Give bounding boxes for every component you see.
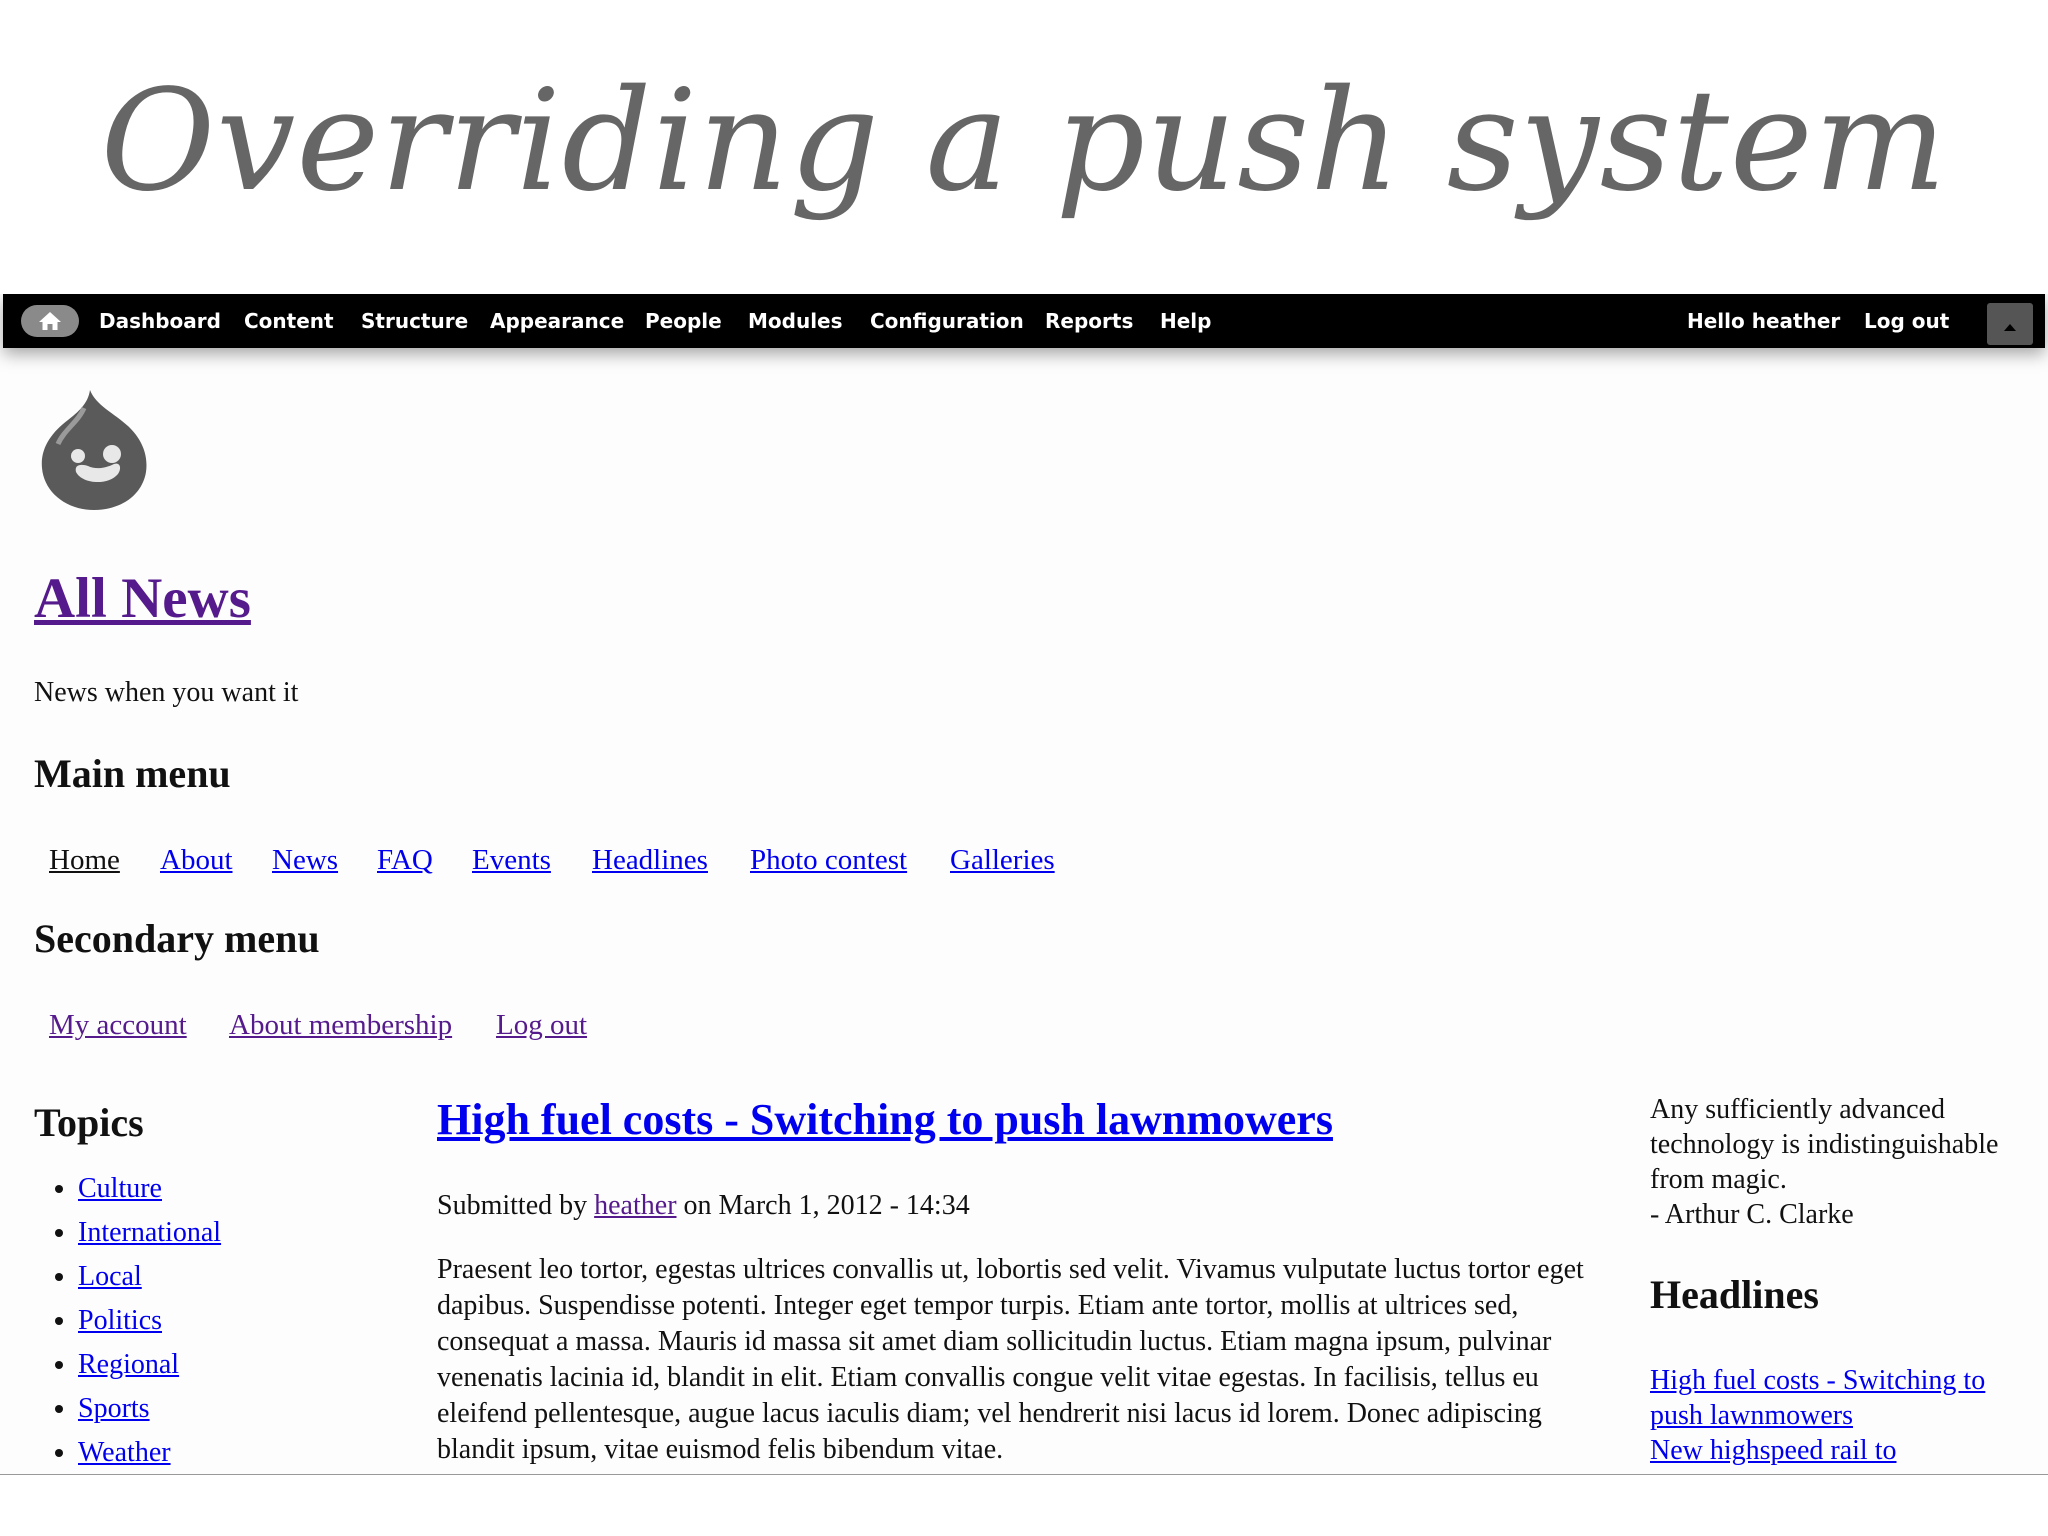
main-menu-galleries[interactable]: Galleries (950, 844, 1055, 876)
author-link[interactable]: heather (594, 1190, 677, 1221)
browser-screenshot (0, 294, 2048, 1475)
toolbar-toggle-icon (2004, 324, 2016, 331)
main-menu-home[interactable]: Home (49, 844, 120, 876)
topic-link-weather[interactable]: Weather (78, 1437, 171, 1468)
main-menu-headlines[interactable]: Headlines (592, 844, 708, 876)
toolbar-user-link[interactable]: heather (1751, 309, 1841, 333)
main-menu-news[interactable]: News (272, 844, 339, 876)
main-menu-faq[interactable]: FAQ (377, 844, 433, 876)
toolbar-reports[interactable]: Reports (1045, 309, 1134, 333)
list-item (78, 1211, 221, 1255)
topic-link-local[interactable]: Local (78, 1261, 142, 1292)
headline-link[interactable]: High fuel costs - Switching to push lawnmowers (1650, 1365, 1986, 1431)
secondary-menu-my-account[interactable]: My account (49, 1009, 187, 1041)
topic-link-regional[interactable]: Regional (78, 1349, 180, 1380)
toolbar-configuration[interactable]: Configuration (870, 309, 1024, 333)
toolbar-people[interactable]: People (645, 309, 722, 333)
list-item (78, 1431, 221, 1475)
submitted-prefix: Submitted by (437, 1190, 595, 1221)
drupal-logo[interactable] (38, 388, 150, 512)
secondary-menu-title: Secondary menu (34, 916, 320, 961)
list-item (78, 1255, 221, 1299)
list-item (78, 1387, 221, 1431)
main-menu-events[interactable]: Events (472, 844, 551, 876)
slide-title: Overriding a push system (100, 60, 1948, 223)
headlines-title: Headlines (1650, 1272, 1819, 1317)
sidebar-quote (1650, 1092, 2020, 1232)
site-slogan: News when you want it (34, 677, 299, 708)
quote-text: Any sufficiently advanced technology is indistinguishable from magic. (1650, 1094, 1999, 1195)
article-title-link[interactable]: High fuel costs - Switching to push lawnmowers (437, 1095, 1333, 1144)
toolbar-greeting (1687, 294, 1840, 348)
admin-toolbar (3, 294, 2045, 348)
topic-link-politics[interactable]: Politics (78, 1305, 163, 1336)
main-menu (0, 844, 2048, 884)
toolbar-appearance[interactable]: Appearance (490, 309, 625, 333)
topic-link-international[interactable]: International (78, 1217, 222, 1248)
list-item (78, 1299, 221, 1343)
list-item (78, 1167, 221, 1211)
topics-list (48, 1167, 221, 1475)
secondary-menu (0, 1009, 2048, 1049)
article-date: on March 1, 2012 - 14:34 (676, 1190, 970, 1221)
toolbar-logout[interactable]: Log out (1864, 309, 1950, 333)
toolbar-content[interactable]: Content (244, 309, 334, 333)
topics-title: Topics (34, 1100, 144, 1145)
site-name-link[interactable]: All News (34, 567, 251, 630)
headlines-list (1650, 1363, 2030, 1468)
main-menu-about[interactable]: About (160, 844, 233, 876)
toolbar-modules[interactable]: Modules (748, 309, 843, 333)
toolbar-structure[interactable]: Structure (361, 309, 469, 333)
toolbar-toggle-button[interactable] (1987, 303, 2033, 345)
greeting-prefix: Hello (1687, 309, 1752, 333)
article-body: Praesent leo tortor, egestas ultrices convallis ut, lobortis sed velit. Vivamus vulputate luctus tortor eget dapibus. Suspendisse potenti. Integer eget tempor turpis. Etiam ante tortor, mollis at ultrices sed, consequat a massa. Mauris id massa sit amet diam sollicitudin luctus. Etiam magna ipsum, pulvinar venenatis lacinia id, blandit in elit. Etiam convallis congue velit vitae egestas. In facilisis, tellus eu eleifend pellentesque, augue lacus iaculis diam; vel hendrerit nisi lacus id lorem. Donec adipiscing blandit ipsum, vitae euismod felis bibendum vitae. (437, 1254, 1584, 1465)
topic-link-sports[interactable]: Sports (78, 1393, 150, 1424)
secondary-menu-about-membership[interactable]: About membership (229, 1009, 453, 1041)
home-button[interactable] (21, 305, 79, 337)
toolbar-dashboard[interactable]: Dashboard (99, 309, 221, 333)
toolbar-help[interactable]: Help (1160, 309, 1212, 333)
article-meta (437, 1190, 970, 1222)
main-menu-title: Main menu (34, 751, 231, 796)
home-icon (38, 311, 62, 331)
quote-author: - Arthur C. Clarke (1650, 1199, 1854, 1230)
main-menu-photo-contest[interactable]: Photo contest (750, 844, 908, 876)
headline-link[interactable]: New highspeed rail to (1650, 1435, 1897, 1466)
topic-link-culture[interactable]: Culture (78, 1173, 162, 1204)
list-item (78, 1343, 221, 1387)
secondary-menu-log-out[interactable]: Log out (496, 1009, 588, 1041)
